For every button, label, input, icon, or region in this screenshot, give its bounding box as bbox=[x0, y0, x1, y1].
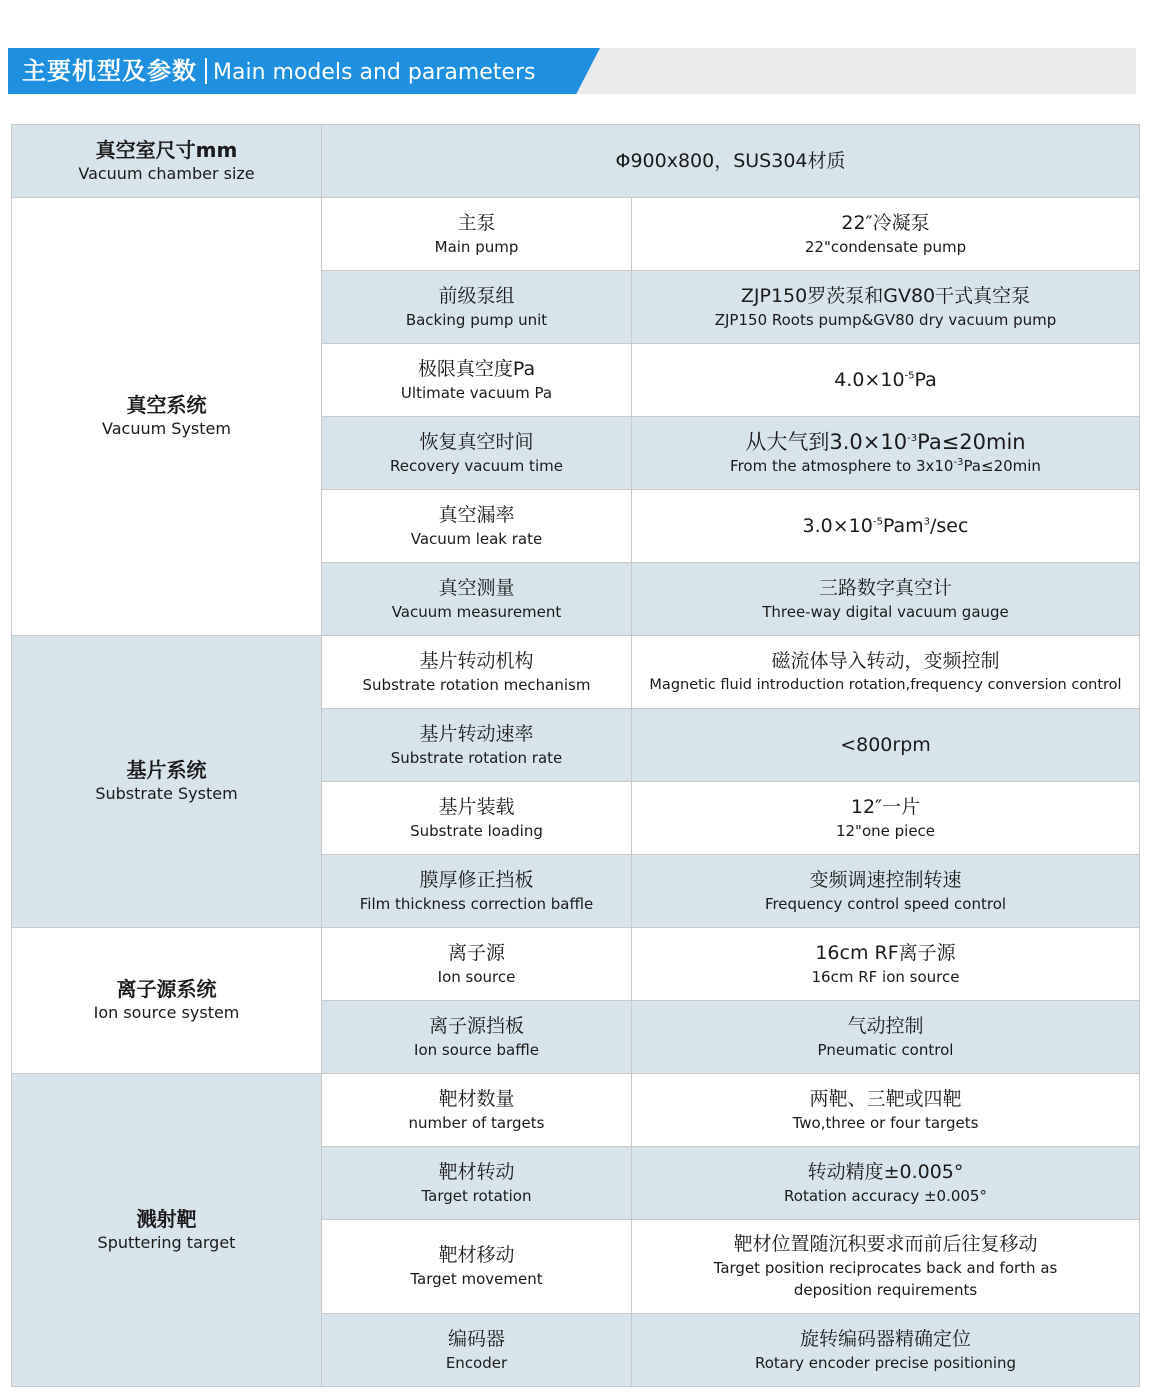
param-name-cn: 靶材数量 bbox=[438, 1087, 515, 1110]
param-value-cn: 靶材位置随沉积要求而前后往复移动 bbox=[733, 1233, 1038, 1255]
header-title bbox=[22, 48, 535, 94]
header-title-en: Main models and parameters bbox=[213, 60, 536, 85]
value-exponent: -5 bbox=[904, 370, 915, 382]
param-name-cell bbox=[322, 1220, 632, 1314]
param-value-en: Rotary encoder precise positioning bbox=[754, 1353, 1017, 1372]
param-name-en: Target rotation bbox=[421, 1186, 532, 1205]
param-name-cn: 前级泵组 bbox=[438, 284, 515, 307]
table-row bbox=[12, 198, 1140, 271]
param-value bbox=[803, 515, 969, 537]
param-value-en: Magnetic fluid introduction rotation,frequency conversion control bbox=[649, 676, 1122, 693]
param-name-cell bbox=[322, 636, 632, 709]
vacuum-category-cn: 真空系统 bbox=[126, 393, 207, 417]
param-name-en: Main pump bbox=[434, 237, 519, 256]
substrate-category-en: Substrate System bbox=[95, 784, 238, 803]
section-header bbox=[8, 48, 1136, 94]
param-name-cell bbox=[322, 782, 632, 855]
table-row bbox=[12, 636, 1140, 709]
param-value-cn: 磁流体导入转动，变频控制 bbox=[771, 649, 1000, 672]
chamber-value-cell bbox=[322, 125, 1140, 198]
param-value: <800rpm bbox=[840, 734, 931, 756]
param-name-cn: 真空测量 bbox=[438, 576, 515, 599]
param-name-en: number of targets bbox=[408, 1113, 545, 1132]
param-value-en-line2: deposition requirements bbox=[793, 1281, 978, 1299]
value-exponent: 3 bbox=[923, 516, 930, 528]
param-name-en: Substrate loading bbox=[410, 821, 543, 840]
param-value-cn: 三路数字真空计 bbox=[818, 576, 952, 599]
sputter-category-en: Sputtering target bbox=[97, 1232, 236, 1252]
param-value-cell bbox=[632, 1147, 1140, 1220]
param-name-cn: 极限真空度Pa bbox=[417, 357, 536, 380]
param-name-cell bbox=[322, 271, 632, 344]
param-name-cell bbox=[322, 198, 632, 271]
value-base: 3.0×10 bbox=[802, 515, 873, 537]
param-value-en bbox=[638, 455, 1133, 477]
table-row bbox=[12, 125, 1140, 198]
param-name-en: Substrate rotation mechanism bbox=[362, 675, 591, 694]
param-name-cell bbox=[322, 1074, 632, 1147]
value-exponent: -3 bbox=[907, 432, 918, 444]
param-value-cn bbox=[638, 430, 1133, 455]
param-value-en: Three-way digital vacuum gauge bbox=[762, 602, 1009, 621]
value-base: From the atmosphere to 3x10 bbox=[730, 456, 954, 475]
header-title-cn: 主要机型及参数 bbox=[22, 57, 197, 85]
param-name-cn: 靶材转动 bbox=[438, 1160, 515, 1183]
param-value-cell bbox=[632, 198, 1140, 271]
sputter-category-cell bbox=[12, 1074, 322, 1387]
param-name-cn: 离子源挡板 bbox=[428, 1014, 524, 1037]
param-name-cell bbox=[322, 855, 632, 928]
param-name-cn: 靶材移动 bbox=[438, 1244, 515, 1266]
param-value-cell bbox=[632, 709, 1140, 782]
param-name-cell bbox=[322, 1001, 632, 1074]
parameters-table bbox=[11, 124, 1140, 1387]
param-value-cn: 12″一片 bbox=[850, 795, 921, 818]
sputter-category-cn: 溅射靶 bbox=[136, 1206, 197, 1231]
param-value-cn: 两靶、三靶或四靶 bbox=[809, 1087, 962, 1110]
chamber-label-cell bbox=[12, 125, 322, 198]
value-unit: Pa≤20min bbox=[963, 456, 1041, 475]
param-value-cell bbox=[632, 1074, 1140, 1147]
param-name-cell bbox=[322, 1147, 632, 1220]
param-name-cell bbox=[322, 709, 632, 782]
param-name-cell bbox=[322, 563, 632, 636]
param-name-en: Ion source baffle bbox=[414, 1040, 539, 1059]
param-value bbox=[834, 369, 937, 391]
param-value-cn: 转动精度±0.005° bbox=[807, 1160, 964, 1183]
param-value-cn: 变频调速控制转速 bbox=[809, 868, 962, 891]
param-name-en: Recovery vacuum time bbox=[390, 456, 563, 475]
param-name-cn: 基片装载 bbox=[438, 795, 515, 818]
param-value-cell bbox=[632, 563, 1140, 636]
param-name-cn: 膜厚修正挡板 bbox=[419, 868, 534, 891]
param-name-en: Vacuum leak rate bbox=[410, 529, 543, 548]
param-value-cell bbox=[632, 1001, 1140, 1074]
param-value-en-line1: Target position reciprocates back and forth as bbox=[713, 1259, 1058, 1277]
param-name-cn: 真空漏率 bbox=[438, 503, 515, 526]
value-unit: Pa≤20min bbox=[917, 429, 1026, 454]
param-value-cn: 22″冷凝泵 bbox=[841, 211, 930, 234]
param-value-en: Frequency control speed control bbox=[764, 894, 1007, 913]
param-value-cn: 旋转编码器精确定位 bbox=[799, 1327, 971, 1350]
param-name-cell bbox=[322, 490, 632, 563]
header-divider bbox=[205, 58, 207, 84]
substrate-category-cn: 基片系统 bbox=[126, 758, 207, 782]
ion-category-cn: 离子源系统 bbox=[116, 977, 217, 1001]
chamber-label-en: Vacuum chamber size bbox=[78, 163, 255, 183]
param-value-en: Pneumatic control bbox=[817, 1040, 954, 1059]
param-value-en: ZJP150 Roots pump&GV80 dry vacuum pump bbox=[714, 310, 1057, 329]
value-unit: /sec bbox=[930, 515, 969, 537]
param-name-en: Encoder bbox=[445, 1353, 508, 1372]
param-name-cell bbox=[322, 344, 632, 417]
vacuum-category-cell bbox=[12, 198, 322, 636]
param-name-en: Vacuum measurement bbox=[391, 602, 562, 621]
param-name-cell bbox=[322, 928, 632, 1001]
param-value-en: 12"one piece bbox=[835, 821, 936, 840]
value-unit: Pa bbox=[914, 369, 937, 391]
param-value-cell bbox=[632, 636, 1140, 709]
param-value-cell bbox=[632, 782, 1140, 855]
param-value-en: Two,three or four targets bbox=[792, 1113, 979, 1132]
param-name-cn: 恢复真空时间 bbox=[419, 430, 534, 453]
chamber-value: Φ900x800，SUS304材质 bbox=[615, 150, 846, 172]
value-base: 从大气到3.0×10 bbox=[745, 429, 908, 454]
param-value-cn: ZJP150罗茨泵和GV80干式真空泵 bbox=[740, 284, 1031, 307]
param-name-cn: 基片转动速率 bbox=[419, 722, 534, 745]
param-value-cn: 气动控制 bbox=[847, 1014, 924, 1037]
param-value-cell bbox=[632, 1314, 1140, 1387]
value-unit: Pam bbox=[882, 515, 924, 537]
table-row bbox=[12, 1074, 1140, 1147]
param-name-en: Backing pump unit bbox=[405, 310, 548, 329]
substrate-category-cell bbox=[12, 636, 322, 928]
param-name-cn: 离子源 bbox=[447, 941, 505, 964]
param-value-cell bbox=[632, 417, 1140, 490]
chamber-label-cn: 真空室尺寸mm bbox=[95, 137, 238, 162]
ion-category-cell bbox=[12, 928, 322, 1074]
param-name-cn: 主泵 bbox=[457, 211, 496, 234]
param-value-en: Rotation accuracy ±0.005° bbox=[784, 1186, 987, 1205]
param-name-cell bbox=[322, 1314, 632, 1387]
param-value-en: 22"condensate pump bbox=[804, 237, 967, 256]
param-value-cell bbox=[632, 928, 1140, 1001]
param-name-cell bbox=[322, 417, 632, 490]
param-value-cell bbox=[632, 271, 1140, 344]
value-base: 4.0×10 bbox=[834, 369, 905, 391]
vacuum-category-en: Vacuum System bbox=[102, 419, 231, 438]
param-value-cn: 16cm RF离子源 bbox=[815, 941, 956, 964]
param-name-cn: 基片转动机构 bbox=[419, 649, 534, 672]
param-value-cell bbox=[632, 855, 1140, 928]
param-name-en: Target movement bbox=[410, 1270, 543, 1288]
param-name-en: Film thickness correction baffle bbox=[359, 894, 594, 913]
param-name-en: Substrate rotation rate bbox=[390, 748, 563, 767]
param-value-en: 16cm RF ion source bbox=[811, 967, 960, 986]
param-name-cn: 编码器 bbox=[447, 1327, 505, 1350]
param-value-cell bbox=[632, 490, 1140, 563]
param-name-en: Ultimate vacuum Pa bbox=[400, 383, 553, 402]
param-value-cell bbox=[632, 344, 1140, 417]
ion-category-en: Ion source system bbox=[93, 1003, 240, 1022]
table-row bbox=[12, 928, 1140, 1001]
value-exponent: -5 bbox=[872, 516, 883, 528]
param-value-cell bbox=[632, 1220, 1140, 1314]
param-name-en: Ion source bbox=[437, 967, 516, 986]
value-exponent: -3 bbox=[953, 456, 964, 468]
